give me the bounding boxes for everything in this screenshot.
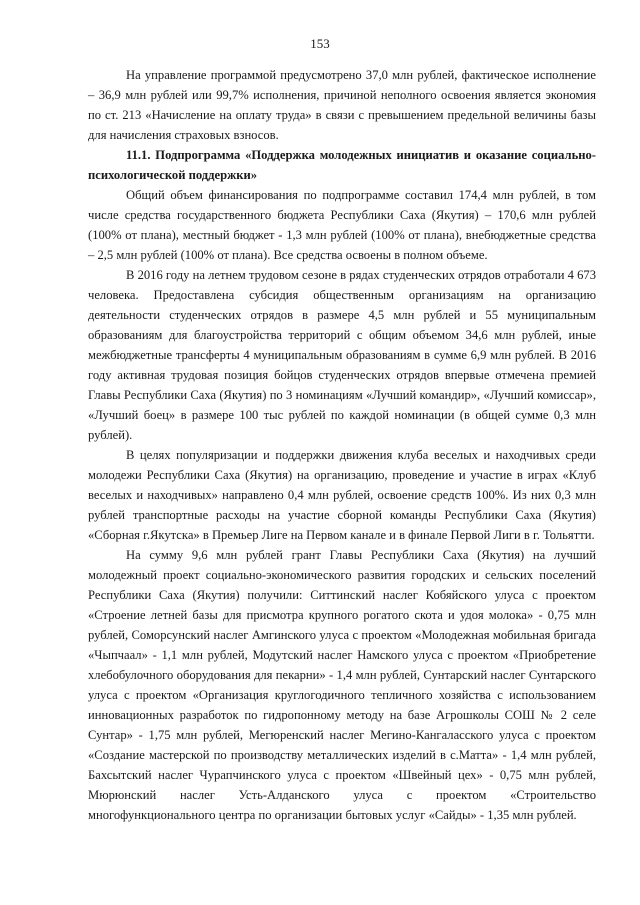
page-content bbox=[88, 65, 596, 825]
paragraph-youth-projects-grant: На сумму 9,6 млн рублей грант Главы Республики Саха (Якутия) на лучший молодежный проект социально-экономического развития городских и сельских поселений Республики Саха (Якутия) получили: Ситтинский наслег Кобяйского улуса с проектом «Строение летней базы для присмотра крупного рогатого скота и удоя молока» - 0,75 млн рублей, Соморсунский наслег Амгинского улуса с проектом «Молодежная мобильная бригада «Чыпчаал» - 1,1 млн рублей, Модутский наслег Намского улуса с проектом «Приобретение хлебобулочного оборудования для пекарни» - 1,4 млн рублей, Сунтарский наслег Сунтарского улуса с проектом «Организация круглогодичного тепличного хозяйства с использованием инновационных разработок по гидропонному методу на базе Агрошколы СОШ № 2 селе Сунтар» - 1,75 млн рублей, Мегюренский наслег Мегино-Кангаласского улуса с проектом «Создание мастерской по производству металлических изделий в с.Матта» - 1,4 млн рублей, Бахсытский наслег Чурапчинского улуса с проектом «Швейный цех» - 0,75 млн рублей, Мюрюнский наслег Усть-Алданского улуса с проектом «Строительство многофункционального центра по организации бытовых услуг «Сайды» - 1,35 млн рублей. bbox=[88, 548, 596, 822]
paragraph-kvn: В целях популяризации и поддержки движения клуба веселых и находчивых среди молодежи Республики Саха (Якутия) на организацию, проведение и участие в играх «Клуб веселых и находчивых» направлено 0,4 млн рублей, освоение средств 100%. Из них 0,3 млн рублей транспортные расходы на участие сборной команды Республики Саха (Якутия) «Сборная г.Якутска» в Премьер Лиге на Первом канале и в финале Первой Лиги в г. Тольятти. bbox=[88, 448, 596, 542]
page-number: 153 bbox=[310, 36, 330, 51]
subprogram-heading: 11.1. Подпрограмма «Поддержка молодежных инициатив и оказание социально-психологической поддержки» bbox=[88, 148, 596, 182]
paragraph-financing: Общий объем финансирования по подпрограмме составил 174,4 млн рублей, в том числе средства государственного бюджета Республики Саха (Якутия) – 170,6 млн рублей (100% от плана), местный бюджет - 1,3 млн рублей (100% от плана), внебюджетные средства – 2,5 млн рублей (100% от плана). Все средства освоены в полном объеме. bbox=[88, 188, 596, 262]
paragraph-student-brigades: В 2016 году на летнем трудовом сезоне в рядах студенческих отрядов отработали 4 673 человека. Предоставлена субсидия общественным организациям на организацию деятельности студенческих отрядов в размере 4,5 млн рублей и 55 муниципальным образованиям для благоустройства территорий с общим объемом 34,6 млн рублей, иные межбюджетные трансферты 4 муниципальным образованиям в сумме 6,9 млн рублей. В 2016 году активная трудовая позиция бойцов студенческих отрядов впервые отмечена премией Главы Республики Саха (Якутия) по 3 номинациям «Лучший командир», «Лучший комиссар», «Лучший боец» в размере 100 тыс рублей по каждой номинации (в общей сумме 0,3 млн рублей). bbox=[88, 268, 596, 442]
paragraph-program-management: На управление программой предусмотрено 37,0 млн рублей, фактическое исполнение – 36,9 млн рублей или 99,7% исполнения, причиной неполного освоения является экономия по ст. 213 «Начисление на оплату труда» в связи с превышением предельной величины базы для начисления страховых взносов. bbox=[88, 68, 596, 142]
